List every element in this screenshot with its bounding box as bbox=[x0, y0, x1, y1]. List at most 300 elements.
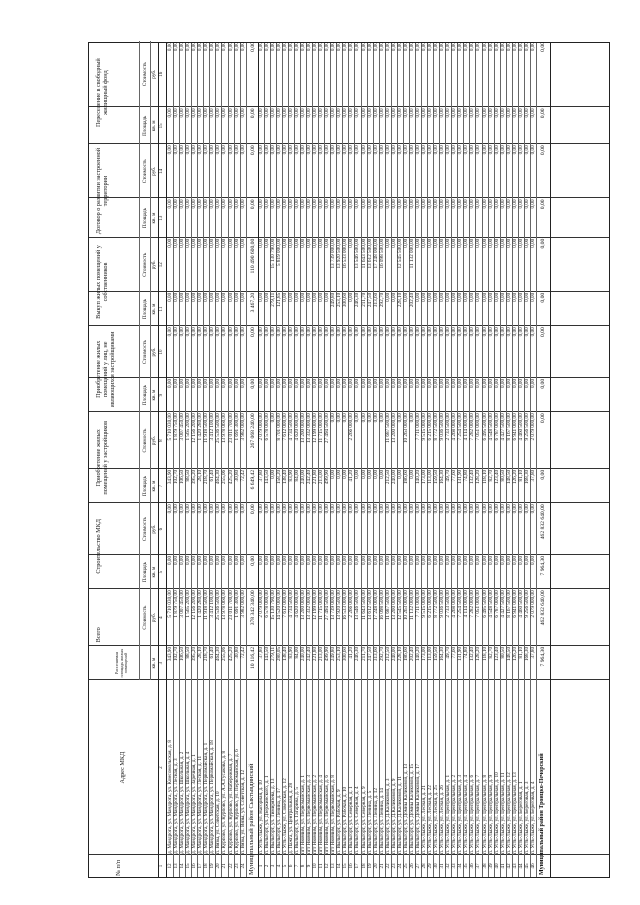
row-number: 46 bbox=[529, 863, 536, 869]
value-cell: 13 332 000,00 bbox=[306, 413, 313, 444]
value-cell: 0,00 bbox=[378, 327, 385, 337]
value-cell: 0,00 bbox=[445, 238, 452, 248]
value-cell: 0,00 bbox=[433, 145, 440, 155]
value-cell: 0,00 bbox=[173, 199, 180, 209]
value-cell: 425,20 bbox=[227, 646, 234, 662]
value-cell: 0,00 bbox=[384, 504, 391, 514]
value-cell: 0,00 bbox=[427, 555, 434, 565]
value-cell: 7 051 000,00 bbox=[475, 590, 482, 618]
unit-label: кв. м bbox=[151, 480, 157, 492]
value-cell: 0,00 bbox=[227, 108, 234, 118]
value-cell: 0,00 bbox=[281, 199, 288, 209]
value-cell: 41,20 bbox=[348, 469, 355, 482]
value-cell: 0,00 bbox=[451, 292, 458, 302]
value-cell: 0,00 bbox=[511, 145, 518, 155]
region-total-g2-area: 6 649,42 bbox=[249, 469, 256, 490]
value-cell: 0,00 bbox=[239, 108, 246, 118]
address-cell: п. Вязы, ул. Вязы, ул. Советская, д. 12 bbox=[239, 769, 246, 854]
address-cell: д. Мандрога, ул. Мандрога, ул. Комсомольская, д. 8 bbox=[167, 740, 173, 854]
region-total-g1-area: 7 964,30 bbox=[539, 555, 546, 576]
value-cell: 0,00 bbox=[269, 469, 276, 479]
column-index: 6 bbox=[159, 527, 164, 531]
value-cell: 0,00 bbox=[372, 378, 379, 388]
value-cell: 0,00 bbox=[499, 378, 506, 388]
unit-label: руб. bbox=[151, 260, 157, 270]
region-total-g3-cost: 0,00 bbox=[539, 327, 546, 338]
value-cell: 83,90 bbox=[287, 646, 294, 659]
value-cell: 0,00 bbox=[312, 108, 319, 118]
region-total-g6-cost: 0,00 bbox=[249, 42, 256, 52]
value-cell: 0,00 bbox=[463, 199, 470, 209]
value-cell: 0,00 bbox=[433, 238, 440, 248]
value-cell: 279,11 bbox=[269, 292, 276, 307]
value-cell: 0,00 bbox=[499, 504, 506, 514]
region-total-g4-cost: 110 490 600,00 bbox=[249, 238, 256, 274]
subheader-cost: Стоимость bbox=[142, 159, 148, 184]
region-total-g3-area: 0,00 bbox=[539, 378, 546, 389]
value-cell: 0,00 bbox=[348, 504, 355, 514]
value-cell: 6 495 500,00 bbox=[481, 413, 488, 441]
value-cell: 0,00 bbox=[179, 555, 186, 565]
value-cell: 0,00 bbox=[378, 504, 385, 514]
value-cell: 1 879 750,00 bbox=[173, 590, 180, 618]
value-cell: 0,00 bbox=[384, 108, 391, 118]
value-cell: 0,00 bbox=[421, 145, 427, 155]
value-cell: 123,40 bbox=[493, 469, 500, 485]
value-cell: 72,42 bbox=[239, 646, 246, 659]
value-cell: 0,00 bbox=[233, 42, 240, 52]
value-cell: 3 412 100,00 bbox=[209, 413, 216, 441]
address-cell: п. Выльгорт, ул. Гагарина, д. 5 bbox=[293, 786, 300, 854]
value-cell: 37,80 bbox=[529, 646, 536, 659]
value-cell: 0,00 bbox=[475, 327, 482, 337]
value-cell: 0,00 bbox=[203, 555, 210, 565]
value-cell: 37,80 bbox=[257, 646, 264, 659]
value-cell: 0,00 bbox=[287, 199, 294, 209]
region-name: Муниципальный район Сыктывдинский bbox=[247, 763, 255, 875]
value-cell: 0,00 bbox=[475, 42, 482, 52]
value-cell: 9 256 500,00 bbox=[523, 413, 530, 441]
row-line bbox=[246, 43, 247, 877]
value-cell: 0,00 bbox=[227, 199, 234, 209]
value-cell: 0,00 bbox=[529, 327, 536, 337]
value-cell: 0,00 bbox=[281, 145, 288, 155]
value-cell: 0,00 bbox=[529, 42, 536, 52]
value-cell: 0,00 bbox=[324, 238, 331, 248]
value-cell: 118,10 bbox=[481, 469, 488, 484]
value-cell: 0,00 bbox=[414, 327, 421, 337]
value-cell: 0,00 bbox=[185, 504, 192, 514]
value-cell: 0,00 bbox=[173, 108, 180, 118]
value-cell: 0,00 bbox=[203, 327, 210, 337]
value-cell: 0,00 bbox=[366, 199, 373, 209]
value-cell: 0,00 bbox=[336, 327, 343, 337]
value-cell: 0,00 bbox=[239, 42, 246, 52]
value-cell: 0,00 bbox=[191, 504, 198, 514]
value-cell: 0,00 bbox=[390, 327, 397, 337]
row-number: 23 bbox=[233, 863, 240, 869]
value-cell: 0,00 bbox=[293, 504, 300, 514]
value-cell: 4 114 000,00 bbox=[463, 413, 470, 441]
value-cell: 0,00 bbox=[354, 327, 361, 337]
value-cell: 0,00 bbox=[475, 292, 482, 302]
column-index: 14 bbox=[159, 168, 164, 174]
subheader-area: Площадь bbox=[142, 475, 148, 497]
unit-label: кв. м bbox=[151, 303, 157, 315]
value-cell: 0,00 bbox=[493, 238, 500, 248]
value-cell: 0,00 bbox=[287, 378, 294, 388]
value-cell: 0,00 bbox=[342, 469, 349, 479]
value-cell: 0,00 bbox=[414, 378, 421, 388]
value-cell: 0,00 bbox=[306, 378, 313, 388]
value-cell: 0,00 bbox=[487, 42, 494, 52]
row-number: 19 bbox=[366, 863, 373, 869]
value-cell: 4 268 000,00 bbox=[451, 590, 458, 618]
value-cell: 0,00 bbox=[221, 199, 228, 209]
region-total-cost: 462 832 640,00 bbox=[539, 590, 546, 626]
value-cell: 0,00 bbox=[354, 145, 361, 155]
value-cell: 132,40 bbox=[469, 646, 476, 662]
value-cell: 0,00 bbox=[402, 504, 409, 514]
value-cell: 0,00 bbox=[499, 108, 506, 118]
address-cell: п. Выльгорт, ул. Д.Каликовой, д. 3 bbox=[384, 778, 391, 854]
value-cell: 0,00 bbox=[523, 199, 530, 209]
value-cell: 246,30 bbox=[354, 646, 361, 662]
value-cell: 11 132 000,00 bbox=[408, 238, 415, 269]
header-purchase-others: Приобретение жилых помещений у лиц, не являющихся застройщиками bbox=[95, 331, 116, 408]
value-cell: 0,00 bbox=[511, 327, 518, 337]
value-cell: 221,80 bbox=[312, 469, 319, 485]
value-cell: 0,00 bbox=[233, 555, 240, 565]
value-cell: 0,00 bbox=[433, 292, 440, 302]
value-cell: 0,00 bbox=[360, 555, 367, 565]
value-cell: 23 011 700,00 bbox=[227, 590, 234, 620]
value-cell: 168,30 bbox=[523, 469, 530, 485]
value-cell: 0,00 bbox=[354, 504, 361, 514]
region-total-g4-area: 0,00 bbox=[539, 292, 546, 303]
value-cell: 13 920 500,00 bbox=[336, 590, 343, 621]
row-line bbox=[139, 238, 140, 327]
value-cell: 0,00 bbox=[384, 42, 391, 52]
value-cell: 0,00 bbox=[414, 42, 421, 52]
value-cell: 0,00 bbox=[197, 555, 204, 565]
value-cell: 0,00 bbox=[463, 42, 470, 52]
value-cell: 0,00 bbox=[372, 504, 379, 514]
value-cell: 0,00 bbox=[318, 555, 325, 565]
value-cell: 138,40 bbox=[281, 646, 288, 662]
value-cell: 0,00 bbox=[342, 199, 349, 209]
row-number: 21 bbox=[378, 863, 385, 869]
value-cell: 0,00 bbox=[414, 504, 421, 514]
value-cell: 13 546 500,00 bbox=[354, 238, 361, 269]
column-index: 11 bbox=[159, 306, 164, 312]
value-cell: 0,00 bbox=[348, 555, 355, 565]
value-cell: 0,00 bbox=[203, 378, 210, 388]
row-line bbox=[139, 144, 140, 237]
value-cell: 249,80 bbox=[330, 646, 337, 662]
subheader-cost: Стоимость bbox=[142, 428, 148, 453]
value-cell: 13 978 060,00 bbox=[221, 413, 228, 444]
value-cell: 0,00 bbox=[167, 504, 173, 514]
row-number: 2 bbox=[263, 864, 270, 868]
value-cell: 0,00 bbox=[191, 108, 198, 118]
value-cell: 0,00 bbox=[233, 378, 240, 388]
column-index: 3 bbox=[159, 661, 164, 665]
address-cell: п. Выльгорт, ул. Ленина, д. 14 bbox=[378, 788, 385, 854]
row-number: 26 bbox=[408, 863, 415, 869]
value-cell: 164,30 bbox=[439, 469, 446, 485]
value-cell: 11 643 500,00 bbox=[360, 238, 367, 269]
value-cell: 0,00 bbox=[233, 145, 240, 155]
value-cell: 0,00 bbox=[300, 504, 306, 514]
address-cell: п. Выльгорт, ул. Ленина, д. 5 bbox=[366, 790, 373, 854]
value-cell: 0,00 bbox=[191, 378, 198, 388]
value-cell: 5 710 030,00 bbox=[167, 413, 173, 441]
value-cell: 0,00 bbox=[517, 327, 524, 337]
value-cell: 80,50 bbox=[499, 646, 506, 659]
value-cell: 0,00 bbox=[378, 555, 385, 565]
value-cell: 0,00 bbox=[269, 327, 276, 337]
value-cell: 0,00 bbox=[318, 42, 325, 52]
value-cell: 30,80 bbox=[233, 469, 240, 482]
value-cell: 9 036 500,00 bbox=[439, 590, 446, 618]
value-cell: 0,00 bbox=[221, 42, 228, 52]
value-cell: 0,00 bbox=[191, 238, 198, 248]
value-cell: 9 515 000,00 bbox=[421, 413, 427, 441]
value-cell: 253,10 bbox=[336, 646, 343, 662]
value-cell: 0,00 bbox=[300, 42, 306, 52]
region-total-g6-area: 0,00 bbox=[249, 108, 256, 119]
value-cell: 0,00 bbox=[493, 327, 500, 337]
value-cell: 0,00 bbox=[239, 292, 246, 302]
value-cell: 240,00 bbox=[300, 469, 306, 485]
value-cell: 30,80 bbox=[233, 646, 240, 659]
value-cell: 0,00 bbox=[330, 199, 337, 209]
value-cell: 74,80 bbox=[463, 469, 470, 482]
value-cell: 0,00 bbox=[209, 327, 216, 337]
row-number: 5 bbox=[281, 864, 288, 868]
value-cell: 61,40 bbox=[209, 469, 216, 482]
value-cell: 0,00 bbox=[451, 42, 458, 52]
value-cell: 0,00 bbox=[306, 108, 313, 118]
value-cell: 0,00 bbox=[354, 413, 361, 423]
value-cell: 211,70 bbox=[360, 292, 367, 307]
value-cell: 0,00 bbox=[293, 292, 300, 302]
value-cell: 0,00 bbox=[167, 327, 173, 337]
value-cell: 0,00 bbox=[281, 327, 288, 337]
region-total-area: 10 116,42 bbox=[249, 646, 256, 670]
value-cell: 0,00 bbox=[173, 327, 180, 337]
value-cell: 0,00 bbox=[475, 108, 482, 118]
value-cell: 9 256 500,00 bbox=[523, 590, 530, 618]
value-cell: 0,00 bbox=[209, 108, 216, 118]
value-cell: 0,00 bbox=[306, 145, 313, 155]
column-index: 2 bbox=[159, 766, 164, 769]
column-index: 13 bbox=[159, 215, 164, 221]
row-number: 14 bbox=[179, 863, 186, 869]
value-cell: 6 787 000,00 bbox=[493, 413, 500, 441]
value-cell: 6 787 000,00 bbox=[493, 590, 500, 618]
value-cell: 0,00 bbox=[342, 378, 349, 388]
value-cell: 0,00 bbox=[281, 555, 288, 565]
value-cell: 0,00 bbox=[384, 555, 391, 565]
value-cell: 0,00 bbox=[390, 199, 397, 209]
value-cell: 0,00 bbox=[517, 108, 524, 118]
value-cell: 242,40 bbox=[306, 469, 313, 485]
value-cell: 0,00 bbox=[451, 238, 458, 248]
value-cell: 0,00 bbox=[529, 504, 536, 514]
row-number: 13 bbox=[330, 863, 337, 869]
value-cell: 0,00 bbox=[457, 199, 464, 209]
value-cell: 0,00 bbox=[475, 504, 482, 514]
value-cell: 0,00 bbox=[330, 504, 337, 514]
value-cell: 0,00 bbox=[185, 378, 192, 388]
value-cell: 7 051 000,00 bbox=[475, 413, 482, 441]
row-number: 22 bbox=[384, 863, 391, 869]
value-cell: 0,00 bbox=[493, 42, 500, 52]
region-name: Муниципальный район Троицко-Печорский bbox=[538, 753, 545, 875]
value-cell: 4 734 500,00 bbox=[287, 590, 294, 618]
value-cell: 247,50 bbox=[366, 292, 373, 308]
value-cell: 0,00 bbox=[233, 504, 240, 514]
value-cell: 77,60 bbox=[451, 646, 458, 659]
value-cell: 0,00 bbox=[257, 327, 264, 337]
value-cell: 0,00 bbox=[306, 292, 313, 302]
value-cell: 0,00 bbox=[517, 555, 524, 565]
address-cell: п. Курпово, ул. Курпово, ул. Набережная, д. 7 bbox=[227, 753, 234, 854]
row-number: 27 bbox=[414, 863, 421, 869]
value-cell: 0,00 bbox=[293, 199, 300, 209]
value-cell: 23 011 700,00 bbox=[227, 413, 234, 443]
value-cell: 0,00 bbox=[439, 327, 446, 337]
value-cell: 0,00 bbox=[408, 327, 415, 337]
value-cell: 0,00 bbox=[269, 108, 276, 118]
region-total-g5-cost: 0,00 bbox=[249, 145, 256, 156]
value-cell: 0,00 bbox=[378, 42, 385, 52]
value-cell: 0,00 bbox=[499, 199, 506, 209]
value-cell: 13 739 000,00 bbox=[330, 590, 337, 621]
row-number: 25 bbox=[402, 863, 409, 869]
value-cell: 13 612 500,00 bbox=[366, 238, 373, 269]
address-cell: п. Усть-Лыже, ул. Центральная, д. 6 bbox=[469, 774, 476, 854]
value-cell: 4 114 000,00 bbox=[463, 590, 470, 618]
value-cell: 0,00 bbox=[312, 292, 319, 302]
value-cell: 148,50 bbox=[505, 646, 512, 662]
value-cell: 0,00 bbox=[493, 145, 500, 155]
value-cell: 17 248 000,00 bbox=[372, 590, 379, 621]
value-cell: 0,00 bbox=[384, 292, 391, 302]
row-number: 41 bbox=[499, 863, 506, 869]
value-cell: 0,00 bbox=[239, 378, 246, 388]
value-cell: 106,50 bbox=[179, 469, 186, 485]
value-cell: 1 420 280,00 bbox=[197, 590, 204, 618]
value-cell: 240,00 bbox=[390, 646, 397, 662]
value-cell: 0,00 bbox=[263, 145, 270, 155]
value-cell: 0,00 bbox=[384, 145, 391, 155]
address-cell: п. Усть-Лыже, ул. Береговая, д. 3 bbox=[523, 781, 530, 854]
row-line bbox=[536, 43, 537, 877]
value-cell: 0,00 bbox=[390, 145, 397, 155]
value-cell: 0,00 bbox=[281, 108, 288, 118]
value-cell: 4 460 500,00 bbox=[517, 413, 524, 441]
value-cell: 0,00 bbox=[408, 145, 415, 155]
value-cell: 0,00 bbox=[523, 108, 530, 118]
value-cell: 0,00 bbox=[396, 378, 403, 388]
value-cell: 0,00 bbox=[269, 145, 276, 155]
value-cell: 0,00 bbox=[167, 555, 173, 565]
value-cell: 0,00 bbox=[306, 327, 313, 337]
value-cell: 0,00 bbox=[469, 108, 476, 118]
address-cell: п. Выльгорт, ул. Северная, д. 4 bbox=[354, 786, 361, 854]
row-number: 14 bbox=[336, 863, 343, 869]
value-cell: 0,00 bbox=[179, 504, 186, 514]
value-cell: 0,00 bbox=[529, 292, 536, 302]
value-cell: 0,00 bbox=[366, 469, 373, 479]
value-cell: 246,30 bbox=[354, 292, 361, 308]
value-cell: 7 711 000,00 bbox=[414, 413, 421, 441]
value-cell: 0,00 bbox=[408, 378, 415, 388]
value-cell: 228,10 bbox=[396, 646, 403, 662]
subheader-cost: Стоимость bbox=[142, 517, 148, 542]
value-cell: 0,00 bbox=[312, 199, 319, 209]
value-cell: 0,00 bbox=[203, 199, 210, 209]
address-cell: д. Мандрога, ул. Мандрога, ул. Школьная, д. 4 bbox=[185, 751, 192, 854]
value-cell: 0,00 bbox=[281, 504, 288, 514]
value-cell: 0,00 bbox=[239, 199, 246, 209]
value-cell: 0,00 bbox=[312, 238, 319, 248]
value-cell: 0,00 bbox=[487, 199, 494, 209]
region-total-g4-area: 3 467,20 bbox=[249, 292, 256, 313]
value-cell: 0,00 bbox=[396, 469, 403, 479]
row-number: 42 bbox=[505, 863, 512, 869]
value-cell: 0,00 bbox=[366, 378, 373, 388]
value-cell: 13 332 000,00 bbox=[306, 590, 313, 621]
value-cell: 126,20 bbox=[511, 469, 518, 485]
value-cell: 0,00 bbox=[505, 145, 512, 155]
address-cell: д. Пажга, ул. Центральная, д. 28 bbox=[287, 782, 294, 854]
value-cell: 2 733 500,00 bbox=[445, 413, 452, 441]
row-number: 1 bbox=[257, 864, 264, 868]
value-cell: 0,00 bbox=[287, 292, 294, 302]
value-cell: 0,00 bbox=[215, 238, 222, 248]
subheader-area: Площадь bbox=[142, 384, 148, 406]
value-cell: 8 167 500,00 bbox=[505, 590, 512, 618]
value-cell: 0,00 bbox=[517, 378, 524, 388]
value-cell: 0,00 bbox=[233, 327, 240, 337]
region-total-g6-cost: 0,00 bbox=[539, 42, 546, 52]
value-cell: 1 565 200,00 bbox=[185, 590, 192, 618]
value-cell: 0,00 bbox=[402, 378, 409, 388]
value-cell: 0,00 bbox=[445, 108, 452, 118]
value-cell: 0,00 bbox=[372, 42, 379, 52]
value-cell: 4 548 500,00 bbox=[487, 590, 494, 618]
value-cell: 0,00 bbox=[511, 555, 518, 565]
row-number: 24 bbox=[239, 863, 246, 869]
value-cell: 1 691 300,00 bbox=[233, 413, 240, 441]
value-cell: 0,00 bbox=[378, 199, 385, 209]
value-cell: 0,00 bbox=[433, 327, 440, 337]
value-cell: 0,00 bbox=[529, 199, 536, 209]
column-index: 1 bbox=[159, 864, 164, 868]
value-cell: 0,00 bbox=[499, 145, 506, 155]
row-number: 17 bbox=[354, 863, 361, 869]
value-cell: 0,00 bbox=[408, 199, 415, 209]
value-cell: 0,00 bbox=[481, 108, 488, 118]
value-cell: 158,20 bbox=[275, 469, 282, 485]
value-cell: 0,00 bbox=[318, 145, 325, 155]
value-cell: 0,00 bbox=[197, 292, 204, 302]
unit-label: кв. м bbox=[151, 657, 157, 669]
